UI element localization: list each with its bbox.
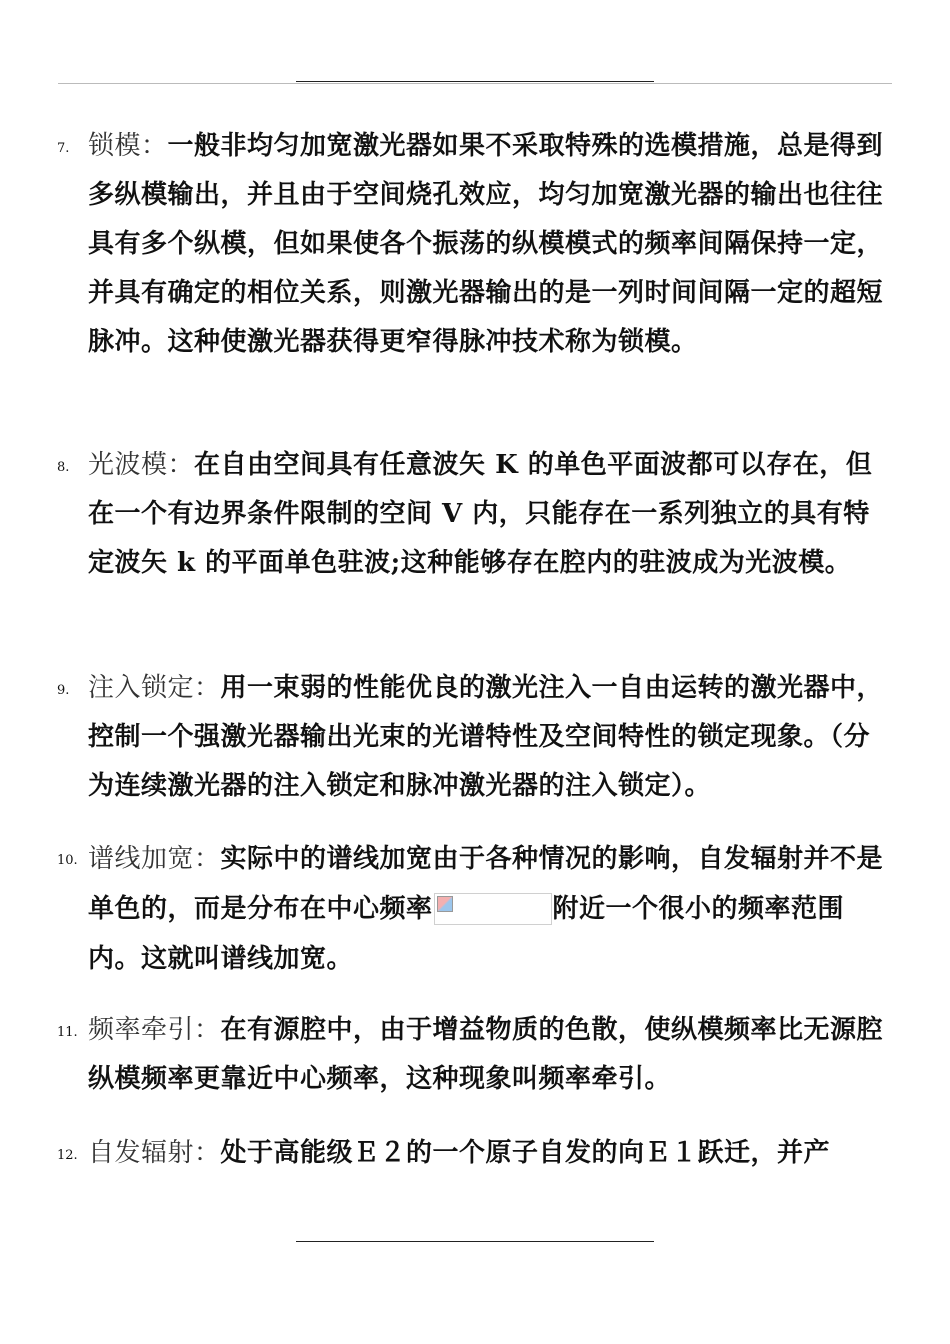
entry-number: 7. [57,141,70,156]
entry-term: 频率牵引： [88,1015,221,1045]
entry-11 [57,1006,894,1104]
entry-text [88,834,894,984]
entry-definition-end: 附近一个很小的频率范围内。这就叫谱线加宽。 [88,894,845,974]
entry-text [88,441,894,588]
entry-number: 10. [57,853,78,868]
entry-8 [57,441,894,588]
entry-9 [57,664,894,811]
entry-text [88,1006,894,1104]
entry-term: 锁模： [88,131,168,161]
entry-definition: 处于高能级Ｅ２的一个原子自发的向Ｅ１跃迁，并产 [220,1138,831,1168]
entry-definition: 一般非均匀加宽激光器如果不采取特殊的选模措施，总是得到多纵模输出，并且由于空间烧孔效应，均匀加宽激光器的输出也往往具有多个纵模，但如果使各个振荡的纵模模式的频率间隔保持一定，并具有确定的相位关系，则激光器输出的是一列时间间隔一定的超短脉冲。这种使激光器获得更窄得脉冲技术称为锁模。 [88,131,884,357]
broken-image-glyph-icon [437,896,453,912]
entry-number: 9. [57,683,70,698]
header-short-rule [296,81,654,82]
entry-number: 11. [57,1025,78,1040]
entry-definition-start: 实际中的谱线加宽由于各种情况的影响，自发辐射并不是单色的，而是分布在中心频率 [88,844,884,924]
entry-definition: 在有源腔中，由于增益物质的色散，使纵模频率比无源腔纵模频率更靠近中心频率，这种现象叫频率牵引。 [88,1015,884,1094]
entry-definition: 在自由空间具有任意波矢 K 的单色平面波都可以存在，但在一个有边界条件限制的空间 V 内，只能存在一系列独立的具有特定波矢 k 的平面单色驻波;这种能够存在腔内的驻波成为光波模。 [88,450,873,578]
entry-term: 注入锁定： [88,673,221,703]
entry-7 [57,122,894,367]
entry-number: 12. [57,1148,78,1163]
entry-text [88,1129,894,1178]
entry-10 [57,834,894,984]
entry-term: 谱线加宽： [88,844,221,874]
entry-definition: 用一束弱的性能优良的激光注入一自由运转的激光器中，控制一个强激光器输出光束的光谱特性及空间特性的锁定现象。（分为连续激光器的注入锁定和脉冲激光器的注入锁定）。 [88,673,884,801]
entry-number: 8. [57,460,70,475]
broken-formula-image-icon [434,893,552,925]
entry-term: 自发辐射： [88,1138,221,1168]
entry-text [88,664,894,811]
footer-rule [296,1241,654,1242]
entry-term: 光波模： [88,450,195,480]
header-rule [58,83,892,84]
entry-text [88,122,894,367]
entry-12 [57,1129,894,1178]
